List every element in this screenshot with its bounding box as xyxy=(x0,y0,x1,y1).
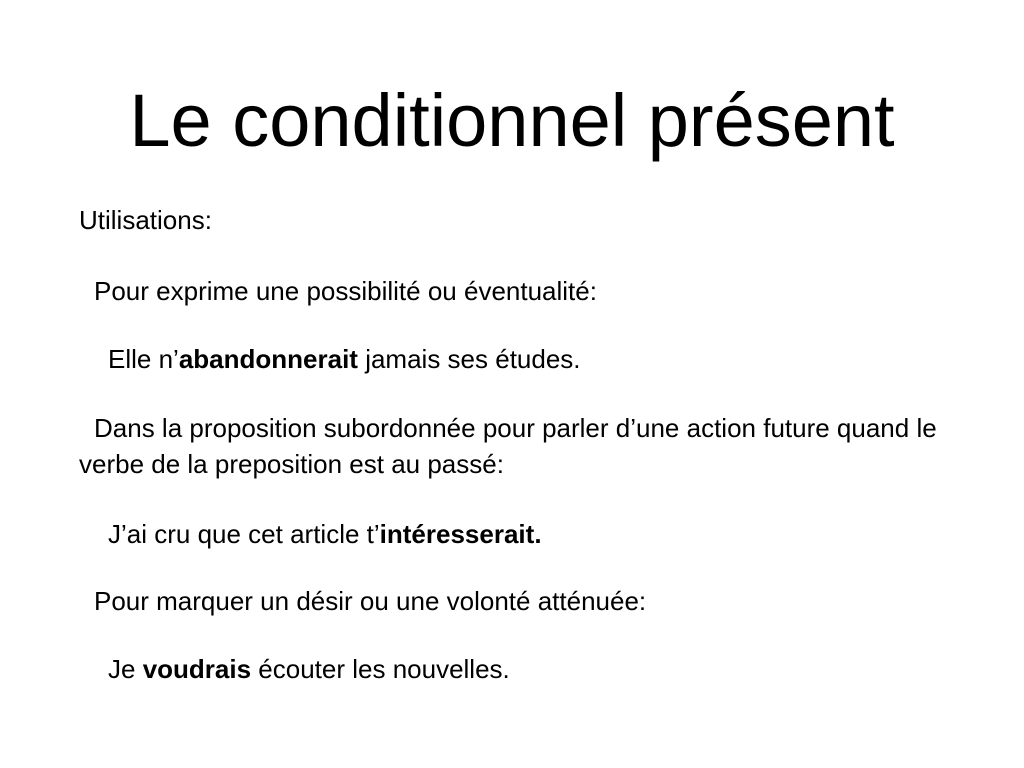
usage-1-label: Pour exprime une possibilité ou éventualité: xyxy=(94,276,597,306)
slide-title: Le conditionnel présent xyxy=(129,79,895,162)
conditional-verb: voudrais xyxy=(142,654,252,684)
conditional-verb: intéresserait. xyxy=(379,519,542,549)
usage-2-example xyxy=(108,516,542,552)
usage-3-label: Pour marquer un désir ou une volonté atténuée: xyxy=(94,586,647,616)
example-text-before: Elle n’ xyxy=(108,344,179,374)
example-text-after: écouter les nouvelles. xyxy=(251,654,510,684)
example-text-after: jamais ses études. xyxy=(357,344,581,374)
usage-heading: Utilisations: xyxy=(79,205,212,235)
usage-3-example xyxy=(108,651,510,687)
usage-2-label: Dans la proposition subordonnée pour parler d’une action future quand le verbe de la preposition est au passé: xyxy=(79,413,937,479)
example-text-before: Je xyxy=(108,654,143,684)
usage-1-example xyxy=(108,341,581,377)
conditional-verb: abandonnerait xyxy=(178,344,358,374)
example-text-before: J’ai cru que cet article t’ xyxy=(108,519,380,549)
